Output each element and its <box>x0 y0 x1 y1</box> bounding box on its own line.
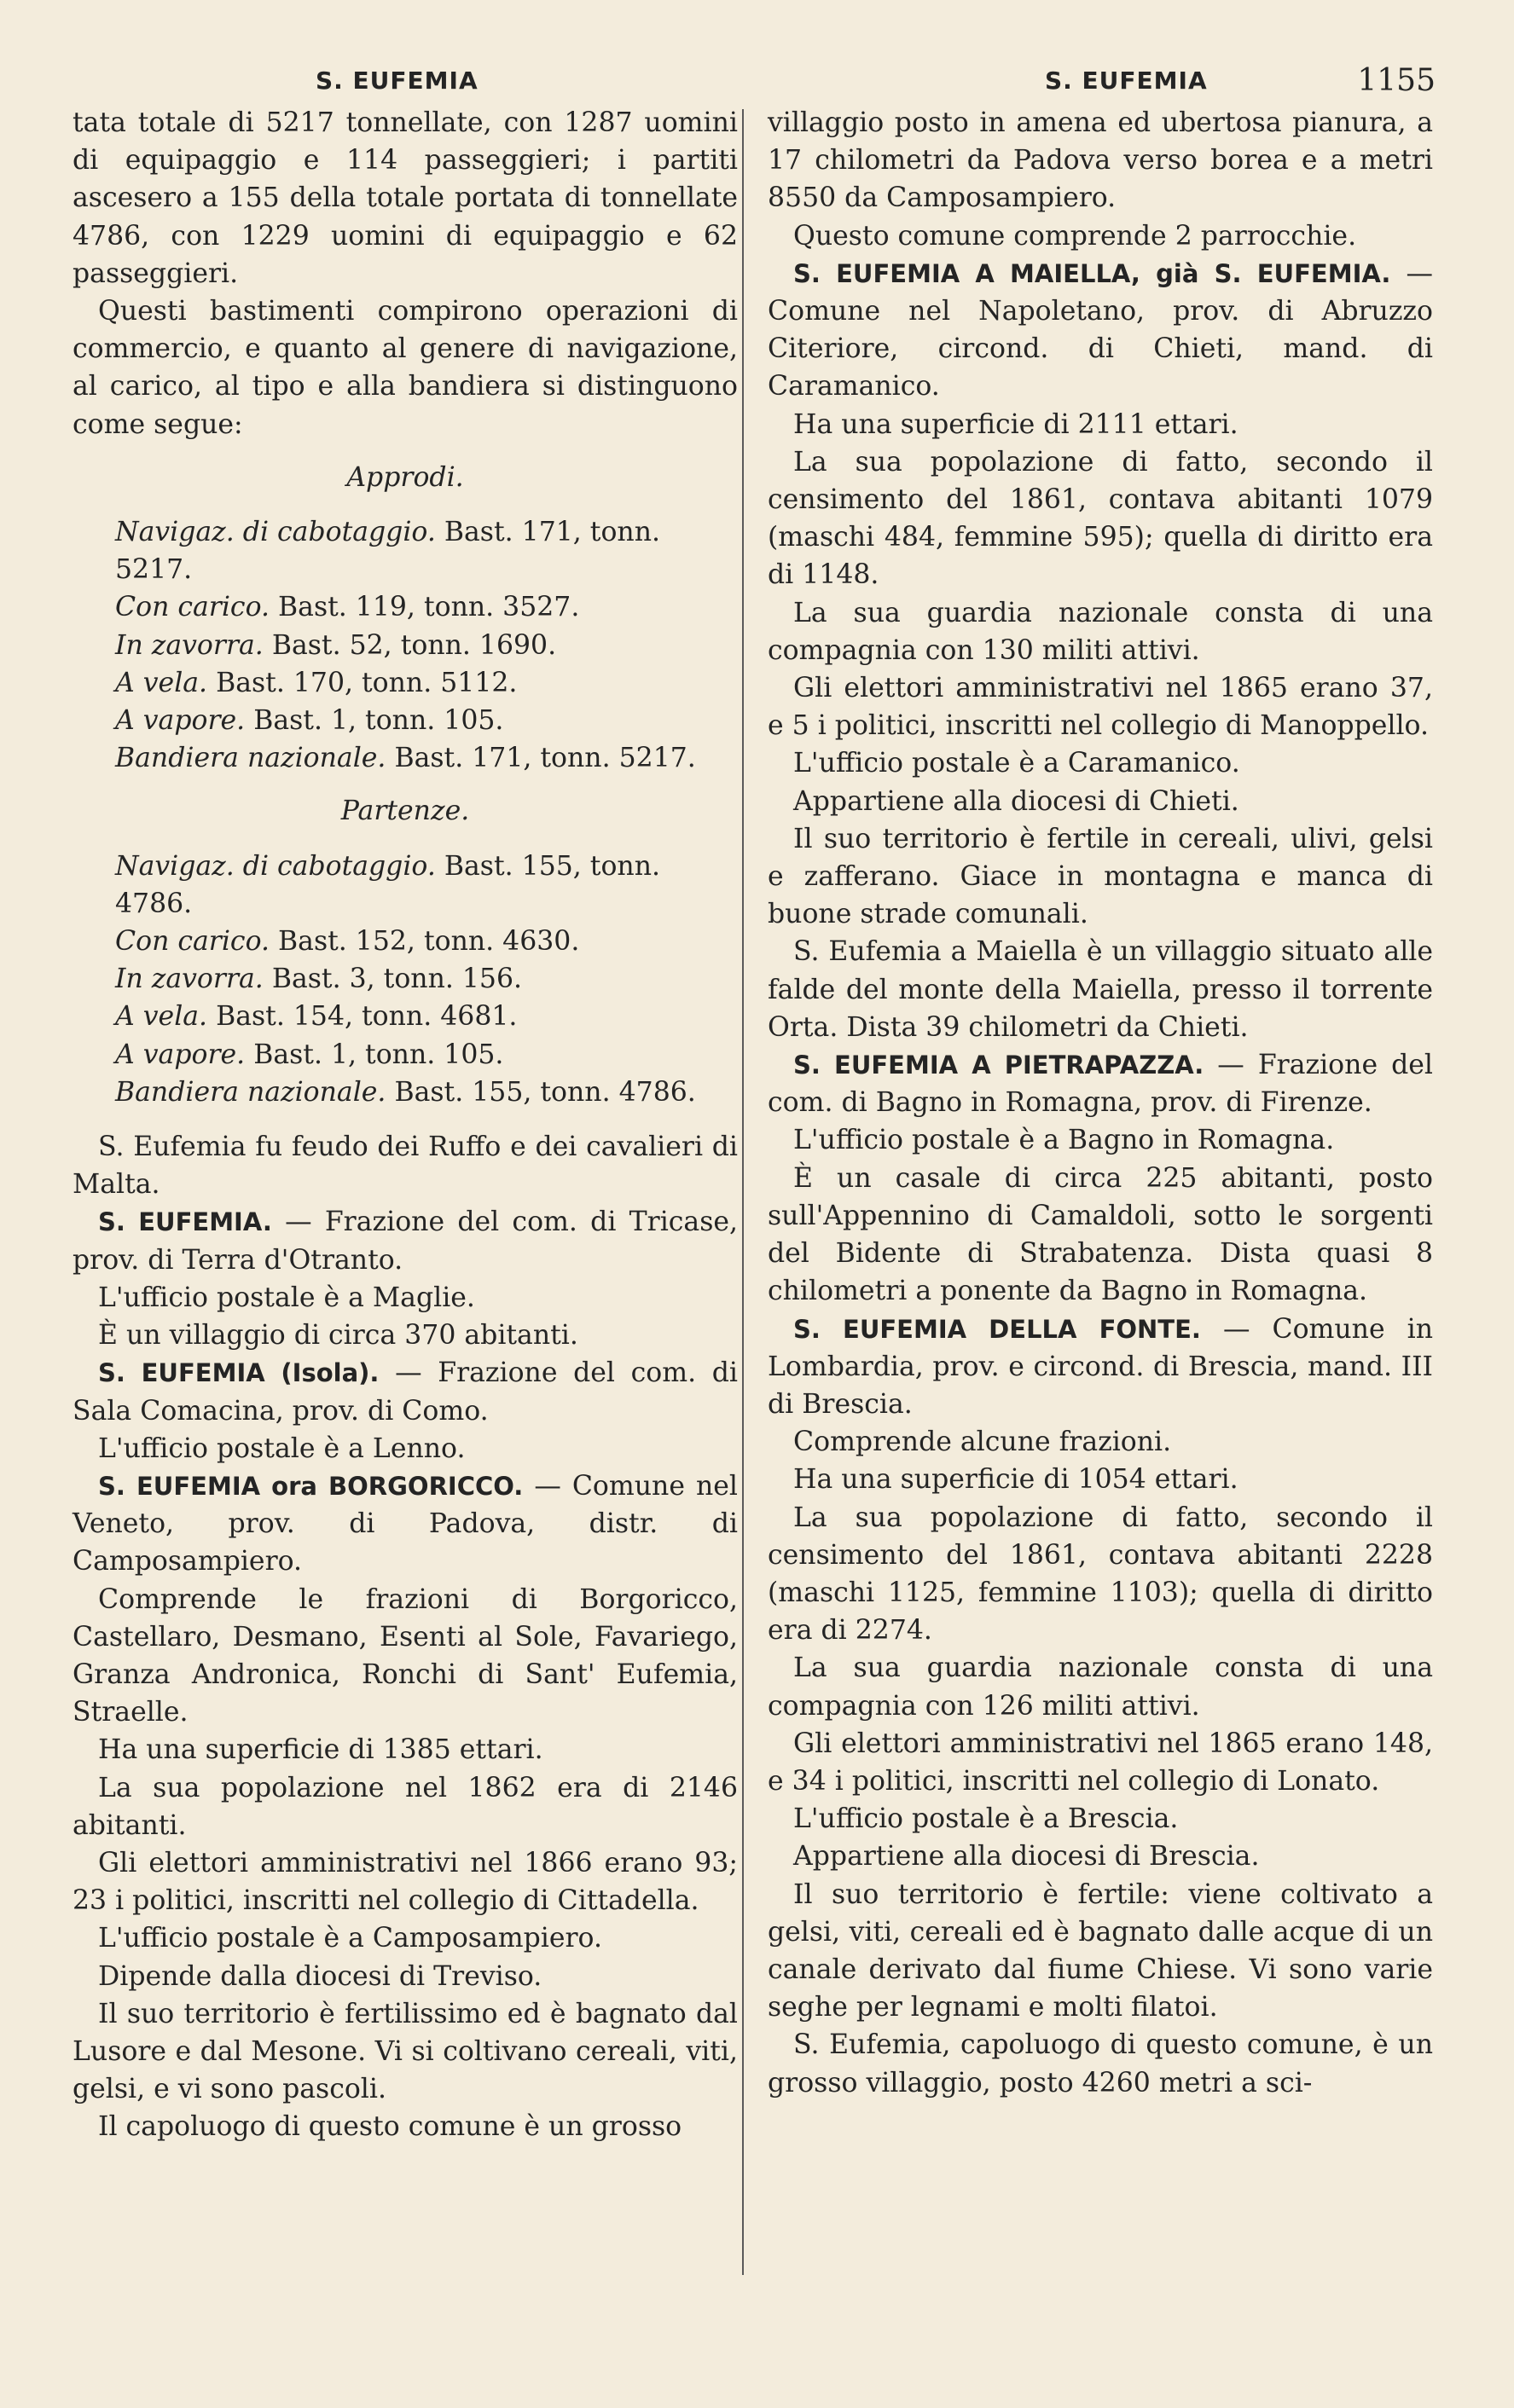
paragraph: Comprende le frazioni di Borgoricco, Castellaro, Desmano, Esenti al Sole, Favariego, Granza Andronica, Ronchi di Sant' Eufemia, Straelle. <box>73 1583 738 1728</box>
stat-value: Bast. 152, tonn. 4630. <box>278 926 580 958</box>
paragraph: Gli elettori amministrativi nel 1865 erano 37, e 5 i politici, inscritti nel collegio di Manoppello. <box>768 673 1433 742</box>
paragraph: L'ufficio postale è a Caramanico. <box>793 748 1240 779</box>
paragraph: La sua guardia nazionale consta di una compagnia con 130 militi attivi. <box>768 597 1433 666</box>
paragraph: La sua popolazione di fatto, secondo il censimento del 1861, contava abitanti 2228 (maschi 1125, femmine 1103); quella di diritto era di 2274. <box>768 1502 1433 1647</box>
entry-s-eufemia-della-fonte <box>768 1311 1433 1424</box>
paragraph: S. Eufemia fu feudo dei Ruffo e dei cavalieri di Malta. <box>73 1132 738 1201</box>
paragraph: Appartiene alla diocesi di Brescia. <box>793 1841 1260 1873</box>
stat-row <box>73 702 738 739</box>
paragraph: L'ufficio postale è a Lenno. <box>98 1433 466 1464</box>
right-column <box>768 104 1433 2102</box>
paragraph: Ha una superficie di 1054 ettari. <box>793 1464 1238 1496</box>
stat-label: Navigaz. di cabotaggio. <box>115 850 436 882</box>
stat-value: Bast. 1, tonn. 105. <box>253 1039 504 1070</box>
paragraph: Il capoluogo di questo comune è un grosso <box>98 2111 682 2143</box>
paragraph: Il suo territorio è fertilissimo ed è bagnato dal Lusore e dal Mesone. Vi si coltivano cereali, viti, gelsi, e vi sono pascoli. <box>73 1998 738 2105</box>
paragraph: Ha una superficie di 2111 ettari. <box>793 408 1238 440</box>
stat-row <box>73 960 738 998</box>
stat-value: Bast. 154, tonn. 4681. <box>216 1001 518 1033</box>
stat-value: Bast. 171, tonn. 5217. <box>394 743 696 774</box>
stat-row <box>73 588 738 626</box>
stat-value: Bast. 171, tonn. 5217. <box>115 517 661 586</box>
paragraph: L'ufficio postale è a Maglie. <box>98 1282 475 1313</box>
stat-label: A vela. <box>115 1001 208 1033</box>
entry-heading: S. EUFEMIA A MAIELLA, già S. EUFEMIA. <box>793 258 1391 288</box>
paragraph: Questo comune comprende 2 parrocchie. <box>793 220 1357 252</box>
stat-label: In zavorra. <box>115 629 264 661</box>
stat-value: Bast. 52, tonn. 1690. <box>271 629 557 661</box>
entry-text: — Comune nel Veneto, prov. di Padova, distr. di Camposampiero. <box>73 1470 738 1577</box>
entry-s-eufemia-a-maiella <box>768 255 1433 406</box>
section-title-partenze: Partenze. <box>340 796 470 827</box>
stat-row <box>73 923 738 960</box>
paragraph: Gli elettori amministrativi nel 1866 erano 93; 23 i politici, inscritti nel collegio di Cittadella. <box>73 1847 738 1917</box>
stat-value: Bast. 3, tonn. 156. <box>271 964 523 995</box>
entry-text: — Comune nel Napoletano, prov. di Abruzzo Citeriore, circond. di Chieti, mand. di Caramanico. <box>768 258 1434 402</box>
stat-value: Bast. 155, tonn. 4786. <box>394 1076 696 1108</box>
stat-label: Navigaz. di cabotaggio. <box>115 517 436 548</box>
entry-text: — Frazione del com. di Sala Comacina, prov. di Como. <box>73 1357 738 1427</box>
paragraph: S. Eufemia, capoluogo di questo comune, è un grosso villaggio, posto 4260 metri a sci- <box>768 2029 1433 2098</box>
running-head-right: S. EUFEMIA <box>1045 67 1208 95</box>
stat-value: Bast. 155, tonn. 4786. <box>115 850 661 919</box>
stat-row <box>73 739 738 777</box>
stat-label: A vela. <box>115 667 208 698</box>
entry-s-eufemia-tricase <box>73 1203 738 1278</box>
stat-row <box>73 513 738 588</box>
entry-heading: S. EUFEMIA. <box>98 1207 272 1237</box>
paragraph: Il suo territorio è fertile: viene coltivato a gelsi, viti, cereali ed è bagnato dalle acque di un canale derivato dal fiume Chiese. Vi sono varie seghe per legnami e molti filatoi. <box>768 1878 1433 2023</box>
stat-row <box>73 627 738 664</box>
paragraph: Ha una superficie di 1385 ettari. <box>98 1734 543 1766</box>
stat-row <box>73 664 738 702</box>
stat-label: Bandiera nazionale. <box>115 743 386 774</box>
paragraph: L'ufficio postale è a Bagno in Romagna. <box>793 1125 1335 1156</box>
entry-heading: S. EUFEMIA A PIETRAPAZZA. <box>793 1051 1204 1080</box>
entry-text: — Comune in Lombardia, prov. e circond. di Brescia, mand. III di Brescia. <box>768 1313 1433 1420</box>
stat-value: Bast. 170, tonn. 5112. <box>216 667 518 698</box>
stat-label: A vapore. <box>115 1039 246 1070</box>
paragraph: Gli elettori amministrativi nel 1865 erano 148, e 34 i politici, inscritti nel collegio di Lonato. <box>768 1728 1433 1797</box>
left-column <box>73 104 738 2146</box>
entry-heading: S. EUFEMIA (Isola). <box>98 1358 380 1388</box>
stat-value: Bast. 1, tonn. 105. <box>253 705 504 737</box>
stat-label: Con carico. <box>115 592 270 623</box>
stat-row <box>73 1036 738 1074</box>
paragraph: Appartiene alla diocesi di Chieti. <box>793 785 1239 817</box>
paragraph: La sua popolazione nel 1862 era di 2146 abitanti. <box>73 1772 738 1841</box>
page-number: 1155 <box>1357 63 1436 98</box>
running-head-left: S. EUFEMIA <box>316 67 479 95</box>
paragraph: È un casale di circa 225 abitanti, posto sull'Appennino di Camaldoli, sotto le sorgenti del Bidente di Strabatenza. Dista quasi 8 chilometri a ponente da Bagno in Romagna. <box>768 1162 1433 1307</box>
paragraph: Dipende dalla diocesi di Treviso. <box>98 1960 542 1992</box>
stat-row <box>73 848 738 923</box>
stat-row <box>73 998 738 1035</box>
entry-heading: S. EUFEMIA ora BORGORICCO. <box>98 1471 524 1501</box>
approdi-list <box>73 513 738 777</box>
paragraph: Comprende alcune frazioni. <box>793 1427 1172 1458</box>
paragraph: Il suo territorio è fertile in cereali, ulivi, gelsi e zafferano. Giace in montagna e manca di buone strade comunali. <box>768 823 1433 930</box>
column-divider <box>742 109 744 2275</box>
entry-s-eufemia-borgoricco <box>73 1467 738 1581</box>
paragraph: La sua popolazione di fatto, secondo il censimento del 1861, contava abitanti 1079 (maschi 484, femmine 595); quella di diritto era di 1148. <box>768 446 1433 591</box>
paragraph: tata totale di 5217 tonnellate, con 1287 uomini di equipaggio e 114 passeggieri; i partiti ascesero a 155 della totale portata di tonnellate 4786, con 1229 uomini di equipaggio e 62 passeggieri. <box>73 107 738 289</box>
entry-text: — Frazione del com. di Tricase, prov. di Terra d'Otranto. <box>73 1207 739 1276</box>
entry-text: — Frazione del com. di Bagno in Romagna, prov. di Firenze. <box>768 1050 1433 1119</box>
paragraph: L'ufficio postale è a Brescia. <box>793 1803 1179 1835</box>
stat-label: Con carico. <box>115 926 270 958</box>
stat-label: Bandiera nazionale. <box>115 1076 386 1108</box>
entry-heading: S. EUFEMIA DELLA FONTE. <box>793 1314 1201 1344</box>
paragraph: La sua guardia nazionale consta di una compagnia con 126 militi attivi. <box>768 1653 1433 1722</box>
paragraph: L'ufficio postale è a Camposampiero. <box>98 1923 602 1954</box>
stat-label: A vapore. <box>115 705 246 737</box>
entry-s-eufemia-a-pietrapazza <box>768 1046 1433 1121</box>
entry-s-eufemia-isola <box>73 1354 738 1429</box>
stat-value: Bast. 119, tonn. 3527. <box>278 592 580 623</box>
stat-row <box>73 1074 738 1111</box>
paragraph: S. Eufemia a Maiella è un villaggio situato alle falde del monte della Maiella, presso il torrente Orta. Dista 39 chilometri da Chieti. <box>768 936 1433 1043</box>
stat-label: In zavorra. <box>115 964 264 995</box>
section-title-approdi: Approdi. <box>346 461 464 493</box>
paragraph: Questi bastimenti compirono operazioni di commercio, e quanto al genere di navigazione, al carico, al tipo e alla bandiera si distinguono come segue: <box>73 296 738 440</box>
paragraph: È un villaggio di circa 370 abitanti. <box>98 1320 578 1352</box>
partenze-list <box>73 848 738 1111</box>
paragraph: villaggio posto in amena ed ubertosa pianura, a 17 chilometri da Padova verso borea e a metri 8550 da Camposampiero. <box>768 107 1433 214</box>
